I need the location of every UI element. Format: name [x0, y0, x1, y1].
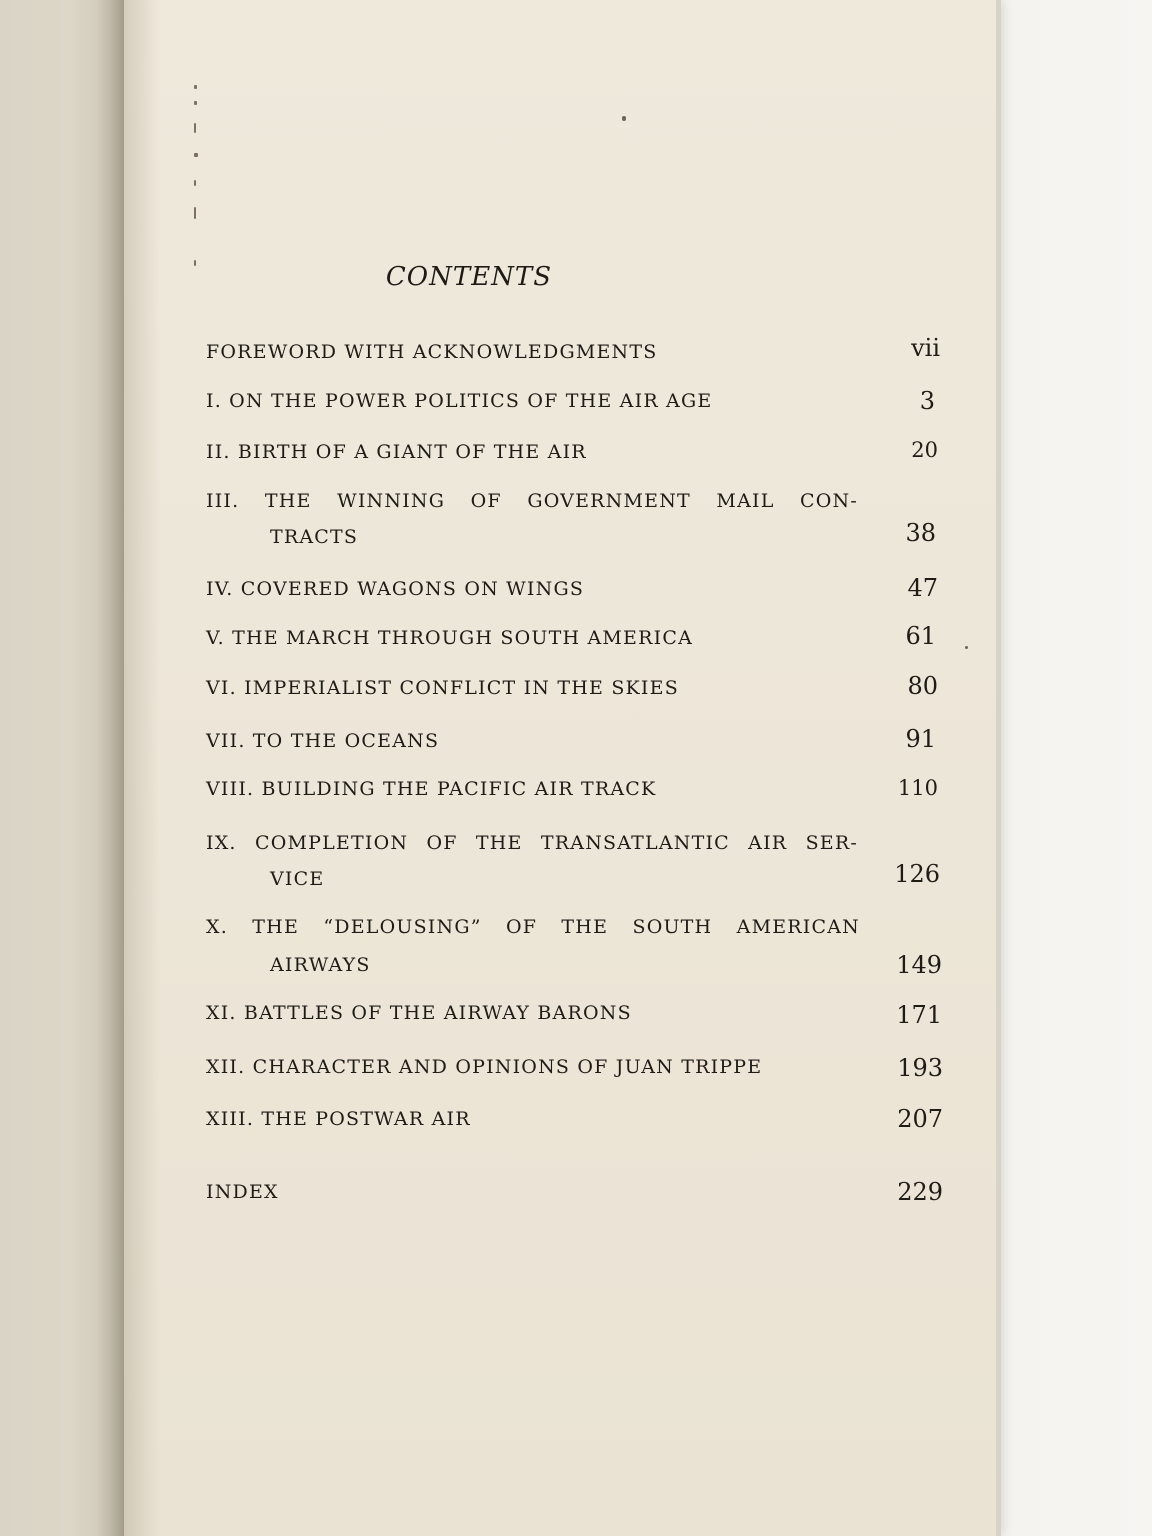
toc-entry-title: IX. COMPLETION OF THE TRANSATLANTIC AIR SER- — [206, 832, 858, 854]
toc-entry-title: XII. CHARACTER AND OPINIONS OF JUAN TRIPPE — [206, 1056, 763, 1078]
toc-entry-page: 110 — [897, 776, 938, 800]
toc-entry-page: 80 — [907, 672, 938, 700]
toc-entry-page: vii — [911, 334, 940, 362]
toc-entry-page: 229 — [897, 1178, 943, 1206]
toc-entry-page: 61 — [905, 622, 936, 650]
toc-entry-title: XI. BATTLES OF THE AIRWAY BARONS — [206, 1002, 632, 1024]
toc-entry-title: X. THE “DELOUSING” OF THE SOUTH AMERICAN — [206, 916, 860, 938]
toc-entry-continuation: VICE — [270, 868, 325, 890]
toc-entry-title: INDEX — [206, 1181, 279, 1203]
contents-heading: CONTENTS — [385, 262, 553, 292]
toc-entry-page: 47 — [907, 574, 938, 602]
toc-entry-title: VIII. BUILDING THE PACIFIC AIR TRACK — [206, 778, 657, 800]
toc-entry-continuation: AIRWAYS — [270, 954, 371, 976]
toc-entry-title: VI. IMPERIALIST CONFLICT IN THE SKIES — [206, 677, 679, 699]
toc-entry-page: 3 — [919, 387, 935, 415]
toc-entry-title: FOREWORD WITH ACKNOWLEDGMENTS — [206, 341, 658, 363]
toc-entry-page: 207 — [897, 1105, 943, 1133]
toc-entry-title: V. THE MARCH THROUGH SOUTH AMERICA — [206, 627, 693, 649]
toc-entry-page: 126 — [894, 860, 940, 888]
toc-entry-page: 171 — [896, 1001, 942, 1029]
toc-entry-title: XIII. THE POSTWAR AIR — [206, 1108, 471, 1130]
toc-entry-page: 20 — [911, 438, 938, 462]
toc-entry-title: I. ON THE POWER POLITICS OF THE AIR AGE — [206, 390, 713, 412]
toc-entry-page: 38 — [905, 519, 936, 547]
toc-entry-page: 149 — [896, 951, 942, 979]
toc-entry-title: VII. TO THE OCEANS — [206, 730, 440, 752]
toc-entry-title: II. BIRTH OF A GIANT OF THE AIR — [206, 441, 587, 463]
toc-entry-title: IV. COVERED WAGONS ON WINGS — [206, 578, 585, 600]
toc-entry-page: 91 — [905, 725, 936, 753]
toc-entry-title: III. THE WINNING OF GOVERNMENT MAIL CON- — [206, 490, 858, 512]
toc-entry-page: 193 — [897, 1054, 943, 1082]
toc-entry-continuation: TRACTS — [270, 526, 359, 548]
